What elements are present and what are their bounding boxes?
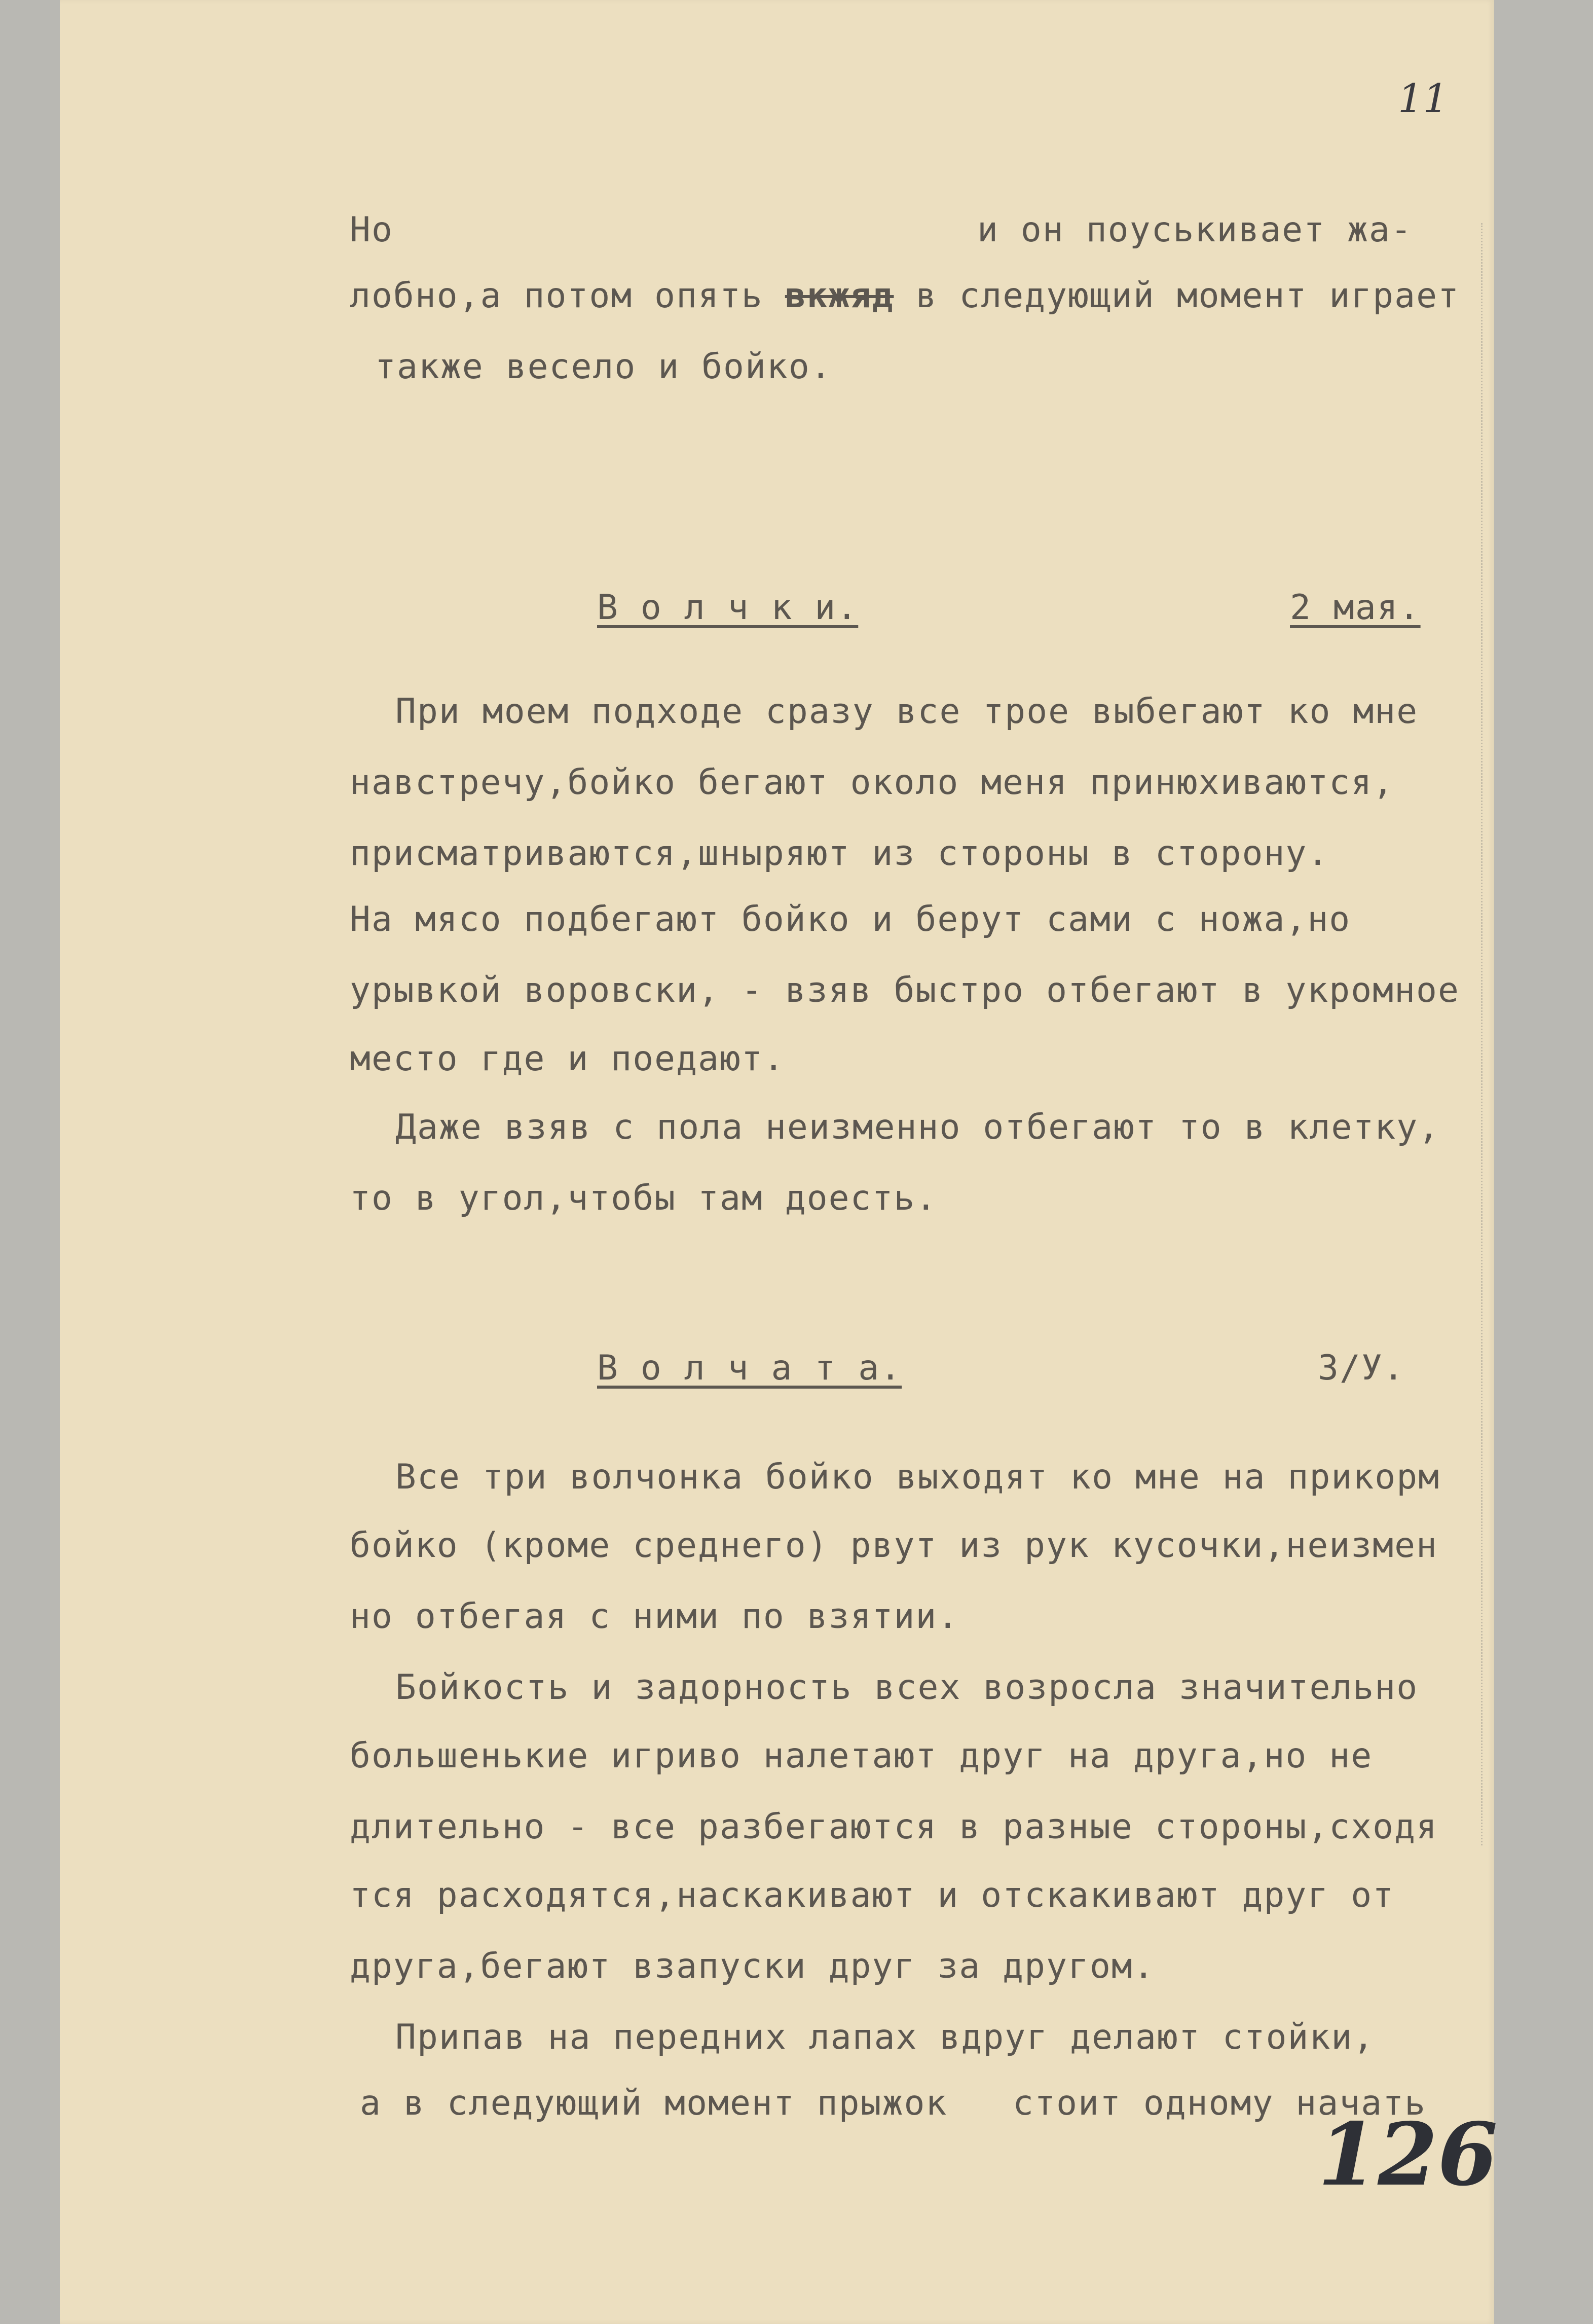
intro-line-3: также весело и бойко. — [375, 347, 832, 387]
section-1-line-8: то в угол,чтобы там доесть. — [350, 1178, 938, 1218]
intro-line-1b: и он поуськивает жа- — [977, 210, 1413, 250]
folio-number-bottom: 126 — [1318, 2104, 1498, 2205]
section-1-title: В о л ч к и. — [597, 588, 859, 628]
section-2-line-2: бойко (кроме среднего) рвут из рук кусочки,неизмен — [350, 1526, 1438, 1566]
intro-line-2 — [350, 276, 1460, 316]
section-2-line-6: длительно - все разбегаются в разные стороны,сходя — [350, 1807, 1438, 1847]
folio-number-top: 11 — [1398, 76, 1449, 122]
section-2-line-7: тся расходятся,наскакивают и отскакивают друг от — [350, 1875, 1395, 1915]
margin-tick-marks — [1481, 223, 1484, 1845]
section-1-line-5: урывкой воровски, - взяв быстро отбегают в укромное — [350, 970, 1460, 1010]
struck-word: вкжяд — [785, 276, 894, 316]
section-2-line-1: Все три волчонка бойко выходят ко мне на прикорм — [395, 1457, 1440, 1497]
section-1-line-6: место где и поедают. — [350, 1039, 785, 1079]
section-2-line-4: Бойкость и задорность всех возросла значительно — [395, 1667, 1419, 1708]
section-1-line-7: Даже взяв с пола неизменно отбегают то в клетку, — [395, 1107, 1440, 1147]
section-2-line-5: большенькие игриво налетают друг на друга,но не — [350, 1736, 1373, 1776]
section-2-line-10: а в следующий момент прыжок стоит одному начать — [360, 2083, 1427, 2123]
section-1-line-2: навстречу,бойко бегают около меня принюхиваются, — [350, 762, 1395, 803]
section-2-line-9: Припав на передних лапах вдруг делают стойки, — [395, 2017, 1375, 2057]
intro-line-2-rest: в следующий момент играет — [915, 276, 1460, 316]
section-2-line-8: друга,бегают взапуски друг за другом. — [350, 1946, 1155, 1986]
section-1-date: 2 мая. — [1290, 588, 1421, 628]
section-1-line-3: присматриваются,шныряют из стороны в сторону. — [350, 833, 1329, 874]
section-2-date: 3/У. — [1318, 1348, 1405, 1388]
intro-line-2-text: лобно,а потом опять — [350, 276, 763, 316]
section-2-title: В о л ч а т а. — [597, 1348, 902, 1388]
section-1-line-4: На мясо подбегают бойко и берут сами с ножа,но — [350, 899, 1351, 939]
section-2-line-3: но отбегая с ними по взятии. — [350, 1596, 959, 1637]
section-1-line-1: При моем подходе сразу все трое выбегают ко мне — [395, 692, 1419, 732]
intro-line-1a: Но — [350, 210, 393, 250]
